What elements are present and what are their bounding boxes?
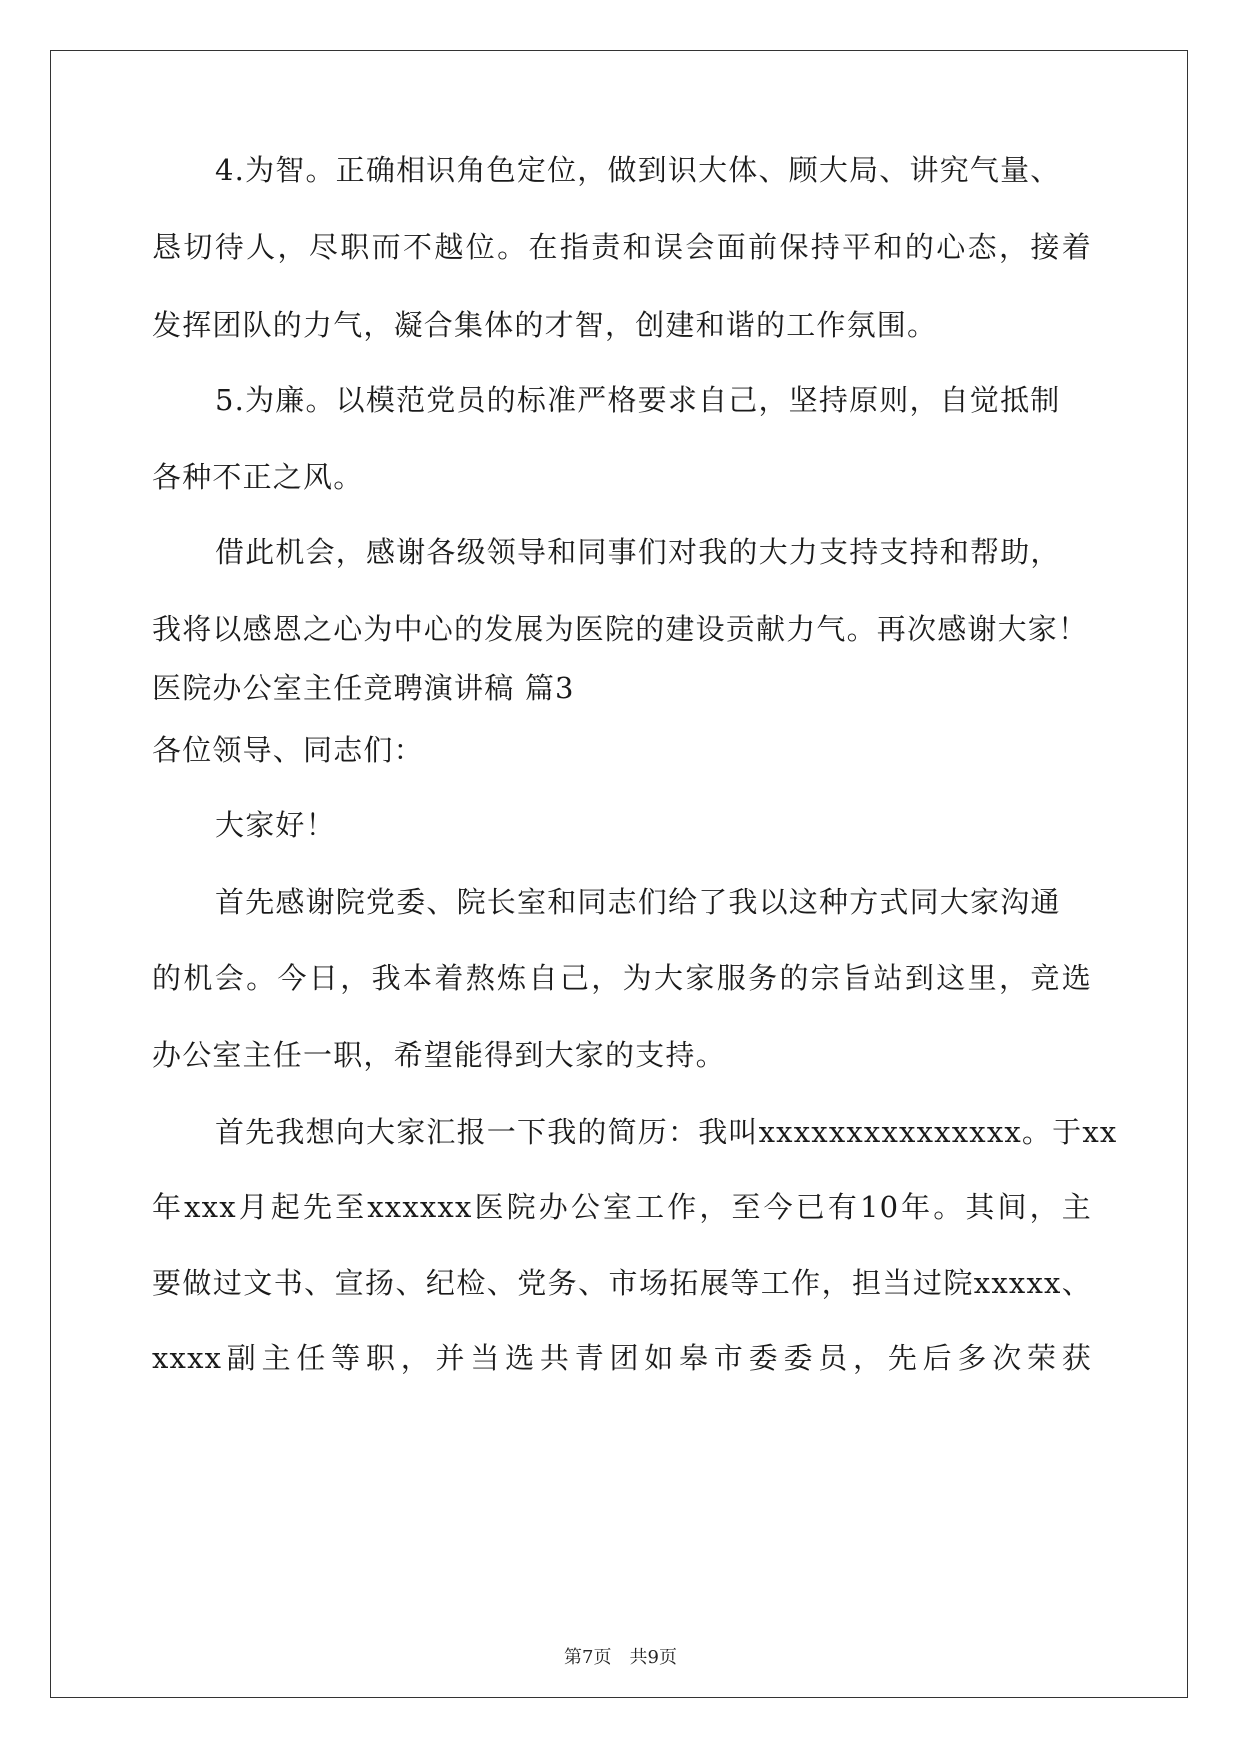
paragraph-line: 借此机会，感谢各级领导和同事们对我的大力支持支持和帮助， (215, 535, 1061, 569)
paragraph-line: 首先我想向大家汇报一下我的简历：我叫xxxxxxxxxxxxxxx。于xx (215, 1115, 1118, 1149)
paragraph-line: xxxx副主任等职，并当选共青团如皋市委委员，先后多次荣获 (152, 1341, 1092, 1375)
paragraph-line: 各种不正之风。 (152, 460, 364, 494)
page-frame (50, 50, 1188, 1698)
section-heading: 医院办公室主任竞聘演讲稿 篇3 (152, 671, 575, 705)
paragraph-line: 恳切待人，尽职而不越位。在指责和误会面前保持平和的心态，接着 (152, 230, 1092, 264)
paragraph-line: 发挥团队的力气，凝合集体的才智，创建和谐的工作氛围。 (152, 308, 938, 342)
total-pages-label: 共9页 (629, 1647, 677, 1668)
salutation: 各位领导、同志们： (152, 733, 424, 767)
paragraph-line: 年xxx月起先至xxxxxx医院办公室工作，至今已有10年。其间，主 (152, 1190, 1092, 1224)
greeting: 大家好！ (215, 808, 336, 842)
paragraph-line: 4.为智。正确相识角色定位，做到识大体、顾大局、讲究气量、 (215, 153, 1061, 187)
paragraph-line: 办公室主任一职，希望能得到大家的支持。 (152, 1038, 726, 1072)
paragraph-line: 要做过文书、宣扬、纪检、党务、市场拓展等工作，担当过院xxxxx、 (152, 1266, 1092, 1300)
paragraph-line: 5.为廉。以模范党员的标准严格要求自己，坚持原则，自觉抵制 (215, 383, 1061, 417)
paragraph-line: 我将以感恩之心为中心的发展为医院的建设贡献力气。再次感谢大家！ (152, 612, 1089, 646)
paragraph-line: 的机会。今日，我本着熬炼自己，为大家服务的宗旨站到这里，竞选 (152, 961, 1092, 995)
current-page-label: 第7页 (564, 1647, 612, 1668)
page-footer (0, 1643, 1241, 1669)
paragraph-line: 首先感谢院党委、院长室和同志们给了我以这种方式同大家沟通 (215, 885, 1061, 919)
